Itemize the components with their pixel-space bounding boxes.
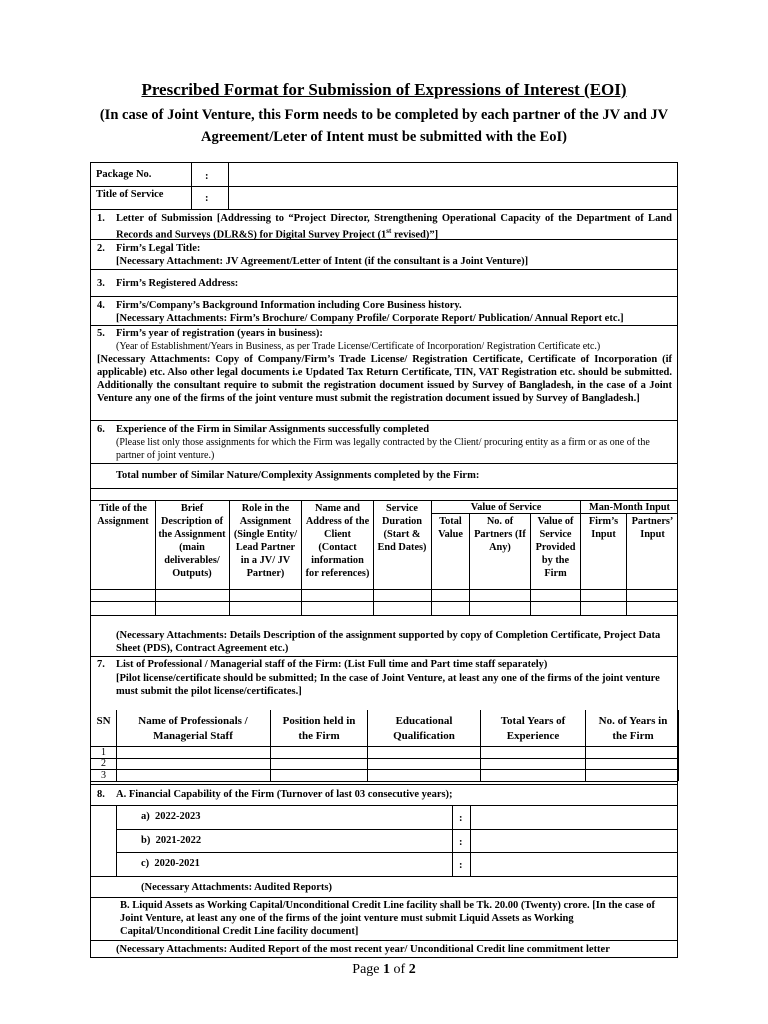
divider xyxy=(90,784,678,785)
section-3-title: Firm’s Registered Address: xyxy=(116,278,239,289)
staff-col-line xyxy=(678,710,679,781)
section-8-number: 8. xyxy=(97,789,105,800)
staff-table-row-line xyxy=(90,746,678,747)
exp-col-line xyxy=(155,500,156,615)
divider xyxy=(191,162,192,210)
staff-header-position: Position held in the Firm xyxy=(282,715,356,742)
divider xyxy=(90,488,678,489)
service-label: Title of Service xyxy=(96,189,164,200)
exp-header-total-value: Total Value xyxy=(438,516,463,540)
turnover-year-row: c) 2020-2021 xyxy=(141,858,200,869)
section-4-note: [Necessary Attachments: Firm’s Brochure/ Company Profile/ Corporate Report/ Publication/ Annual Report etc.] xyxy=(116,313,624,324)
liquid-assets-text: B. Liquid Assets as Working Capital/Unconditional Credit Line facility shall be Tk. 20.00 (Twenty) crore. [In the case of Joint Venture, at least any one of the firms of the joint venture must submit Liquid Assets as Working Capital/Unconditional Credit Line facility document] xyxy=(120,900,655,937)
exp-table-row-line xyxy=(90,601,678,602)
section-4-title: Firm’s/Company’s Background Information including Core Business history. xyxy=(116,300,462,311)
staff-col-line xyxy=(270,710,271,781)
staff-col-line xyxy=(116,710,117,781)
divider xyxy=(90,463,678,464)
exp-table-bottom xyxy=(90,615,678,616)
section-5-title: Firm’s year of registration (years in business): xyxy=(116,328,323,339)
staff-header-experience: Total Years of Experience xyxy=(500,715,566,742)
exp-col-line xyxy=(301,500,302,615)
section-5-sub: (Year of Establishment/Years in Business, as per Trade License/Certificate of Incorporation/ Registration Certificate etc.) xyxy=(116,341,601,352)
section-7-title: List of Professional / Managerial staff of the Firm: (List Full time and Part time staff separately) xyxy=(116,659,548,670)
divider xyxy=(90,325,678,326)
turnover-colon: : xyxy=(459,837,463,848)
exp-header-firm-input: Firm’s Input xyxy=(588,516,619,540)
exp-table-row-line xyxy=(90,589,678,590)
section-6-attachment-note: (Necessary Attachments: Details Description of the assignment supported by copy of Completion Certificate, Project Data Sheet (PDS), Contract Agreement etc.) xyxy=(116,630,661,654)
divider xyxy=(90,209,678,210)
divider xyxy=(470,805,471,876)
divider xyxy=(90,420,678,421)
page-footer: Page 1 of 2 xyxy=(352,962,416,977)
section-6-title: Experience of the Firm in Similar Assignments successfully completed xyxy=(116,424,430,435)
section-5-number: 5. xyxy=(97,328,105,339)
exp-header-partners: No. of Partners (If Any) xyxy=(474,516,526,553)
exp-header-partners-input: Partners’ Input xyxy=(631,516,674,540)
exp-col-line xyxy=(229,500,230,615)
last-attachment-note: (Necessary Attachments: Audited Report of the most recent year/ Unconditional Credit line commitment letter xyxy=(116,944,610,955)
section-3-number: 3. xyxy=(97,278,105,289)
exp-header-title: Title of the Assignment xyxy=(97,503,149,527)
exp-header-duration: Service Duration (Start & End Dates) xyxy=(377,503,427,553)
staff-col-line xyxy=(480,710,481,781)
section-2-note: [Necessary Attachment: JV Agreement/Letter of Intent (if the consultant is a Joint Venture)] xyxy=(116,256,529,267)
turnover-colon: : xyxy=(459,813,463,824)
turnover-colon: : xyxy=(459,860,463,871)
exp-header-manmonth-group: Man-Month Input xyxy=(589,502,670,513)
staff-table-bottom xyxy=(90,781,678,782)
staff-table-row-line xyxy=(90,769,678,770)
exp-header-client: Name and Address of the Client (Contact information for references) xyxy=(305,503,370,579)
staff-col-line xyxy=(367,710,368,781)
section-6-sub: (Please list only those assignments for which the Firm was legally contracted by the Client/ procuring entity as a firm or as one of the partner of joint venture.) xyxy=(116,437,650,461)
document-subtitle: (In case of Joint Venture, this Form needs to be completed by each partner of the JV and JV Agreement/Leter of Intent must be submitted with the EoI) xyxy=(99,107,669,145)
section-1-text: Letter of Submission [Addressing to “Project Director, Strengthening Operational Capacity of the Department of Land Records and Surveys (DLR&S) for Digital Survey Project (1st revised)”] xyxy=(116,213,672,241)
divider xyxy=(90,805,678,806)
exp-header-role: Role in the Assignment (Single Entity/ Lead Partner in a JV/ JV Partner) xyxy=(233,503,298,579)
staff-header-sn: SN xyxy=(96,715,111,727)
divider xyxy=(90,269,678,270)
exp-header-brief: Brief Description of the Assignment (main deliverables/ Outputs) xyxy=(158,503,226,579)
section-6-total: Total number of Similar Nature/Complexity Assignments completed by the Firm: xyxy=(116,470,480,481)
document-title: Prescribed Format for Submission of Expressions of Interest (EOI) xyxy=(141,80,627,99)
section-2-title: Firm’s Legal Title: xyxy=(116,243,201,254)
divider xyxy=(90,186,678,187)
audited-reports-note: (Necessary Attachments: Audited Reports) xyxy=(141,882,333,893)
staff-row-sn: 1 xyxy=(101,747,106,758)
exp-header-value-group: Value of Service xyxy=(470,502,542,513)
divider xyxy=(90,897,678,898)
section-1-number: 1. xyxy=(97,213,105,224)
divider xyxy=(90,656,678,657)
service-colon: : xyxy=(205,193,209,204)
divider xyxy=(116,829,678,830)
divider xyxy=(116,805,117,876)
section-7-note: [Pilot license/certificate should be submitted; In the case of Joint Venture, at least any one of the firms of the joint venture must submit the pilot license/certificates.] xyxy=(116,673,660,697)
section-8-title: A. Financial Capability of the Firm (Turnover of last 03 consecutive years); xyxy=(116,789,453,800)
package-colon: : xyxy=(205,171,209,182)
turnover-year-row: b) 2021-2022 xyxy=(141,835,202,846)
exp-header-value-by-firm: Value of Service Provided by the Firm xyxy=(535,516,576,579)
staff-row-sn: 2 xyxy=(101,758,106,769)
divider xyxy=(452,805,453,876)
staff-header-education: Educational Qualification xyxy=(393,715,455,742)
divider xyxy=(228,162,229,210)
staff-col-line xyxy=(585,710,586,781)
staff-header-years-firm: No. of Years in the Firm xyxy=(598,715,668,742)
staff-row-sn: 3 xyxy=(101,770,106,781)
package-label: Package No. xyxy=(96,169,152,180)
staff-table-row-line xyxy=(90,758,678,759)
staff-header-name: Name of Professionals / Managerial Staff xyxy=(138,715,248,742)
divider xyxy=(90,239,678,240)
section-7-number: 7. xyxy=(97,659,105,670)
section-2-number: 2. xyxy=(97,243,105,254)
section-5-note: [Necessary Attachments: Copy of Company/Firm’s Trade License/ Registration Certificate, Certificate of Incorporation (if applicable) etc. Also other legal documents i.e Updated Tax Return Certificate, TIN, VAT Registration etc. should be submitted. Additionally the consultant require to submit the registration document issued by Survey of Bangladesh, in the case of a Joint Venture any one of the firms of the joint venture must submit the registration document issued by Survey of Bangladesh.] xyxy=(97,354,672,404)
divider xyxy=(90,876,678,877)
divider xyxy=(90,296,678,297)
divider xyxy=(90,940,678,941)
turnover-year-row: a) 2022-2023 xyxy=(141,811,201,822)
divider xyxy=(116,852,678,853)
section-4-number: 4. xyxy=(97,300,105,311)
section-6-number: 6. xyxy=(97,424,105,435)
